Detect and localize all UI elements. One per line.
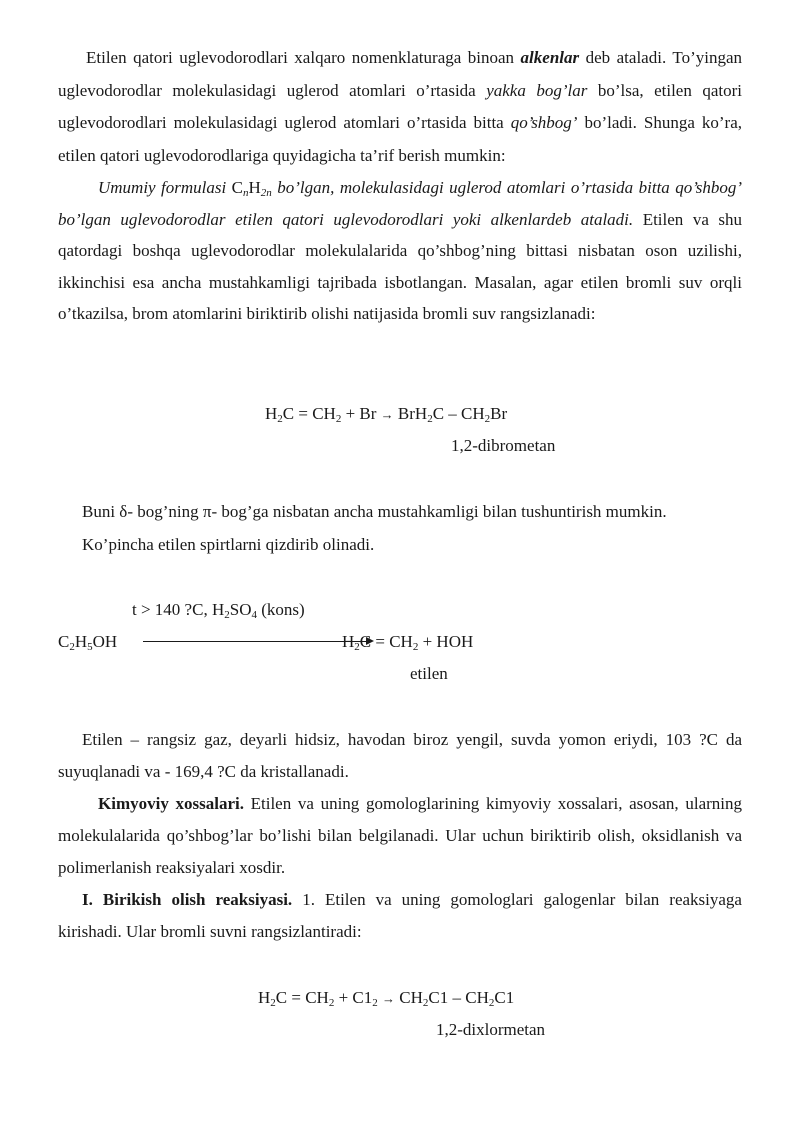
arrow-icon: → [380,407,394,422]
term-qoshbog: qo’shbog’ [510,113,578,132]
paragraph-sigma-pi: Buni δ- bog’ning π- bog’ga nisbatan ancha mustahkamligi bilan tushuntirish mumkin. [82,502,667,521]
equation-chlorination: $H_2C = CH_2 + C1_2 \to CH_2C1 - CH_2C1$ [258,988,515,1009]
paragraph-physical-properties: Etilen – rangsiz gaz, deyarli hidsiz, havodan biroz yengil, suvda yomon eriydi, 103 ?C da suyuqlanadi va - 169,4 ?C da kristallanadi. [58,730,742,781]
product-name-etilen: etilen [410,664,448,683]
product-name-dixlormetan: 1,2-dixlormetan [436,1020,546,1039]
term-yakka-boglar: yakka bog’lar [486,80,588,100]
reactant-ethanol: $C_2H_5OH$ [58,632,118,653]
product-ethylene-water: $H_2C = CH_2$ + HOH [342,632,474,653]
paragraph-general-formula: Umumiy formulasi $C_nH_{2n}$ bo’lgan, molekulasidagi uglerod atomlari o’rtasida bitta qo’shbog’ bo’lgan uglevodorodlar etilen qatori uglevodorodlari yoki alkenlardeb ataladi. Etilen va shu qatordagi boshqa uglevodorodlar molekulalarida qo’shbog’ning bittasi nisbatan oson uzilishi, ikkinchisi esa ancha mustahkamligi tajribada isbotlangan. Masalan, agar etilen bromli suv orqli o’tkazilsa, brom atomlarini biriktirib olishi natijasida bromli suv rangsizlanadi: [58,178,742,323]
heading-kimyoviy-xossalari: Kimyoviy xossalari. [98,794,244,813]
heading-birikish-reaksiyasi: I. Birikish olish reaksiyasi. [82,890,293,909]
reaction-condition: t > 140 ?C, $H_2SO_4$ (kons) [132,600,305,621]
paragraph-addition-reactions: I. Birikish olish reaksiyasi. 1. Etilen va uning gomologlari galogenlar bilan reaksiyaga kirishadi. Ular bromli suvni rangsizlantiradi: [58,890,742,941]
product-name-dibrometan: 1,2-dibrometan [451,436,556,455]
equation-bromination: $H_2C = CH_2 + Br \to BrH_2C - CH_2Br$ [265,404,508,425]
paragraph-chemical-properties: Kimyoviy xossalari. Etilen va uning gomologlarining kimyoviy xossalari, asosan, ularning molekulalarida qo’shbog’lar bo’lishi bilan belgilanadi. Ular uchun biriktirib olish, oksidlanish va polimerlanish reaksiyalari xosdir. [58,794,742,877]
arrow-icon: → [382,991,396,1006]
paragraph-preparation: Ko’pincha etilen spirtlarni qizdirib olinadi. [82,535,375,554]
term-alkenlar: alkenlar [520,48,580,67]
paragraph-alkenes-definition: Etilen qatori uglevodorodlari xalqaro nomenklaturaga binoan alkenlar deb ataladi. To’yingan uglevodorodlar molekulasidagi uglerod atomlari o’rtasida yakka bog’lar bo’lsa, etilen qatori uglevodorodlari molekulasidagi uglerod atomlari o’rtasida bitta qo’shbog’ bo’ladi. Shunga ko’ra, etilen qatori uglevodorodlariga quyidagicha ta’rif berish mumkin: [58,48,743,165]
reaction-arrow [143,641,369,642]
